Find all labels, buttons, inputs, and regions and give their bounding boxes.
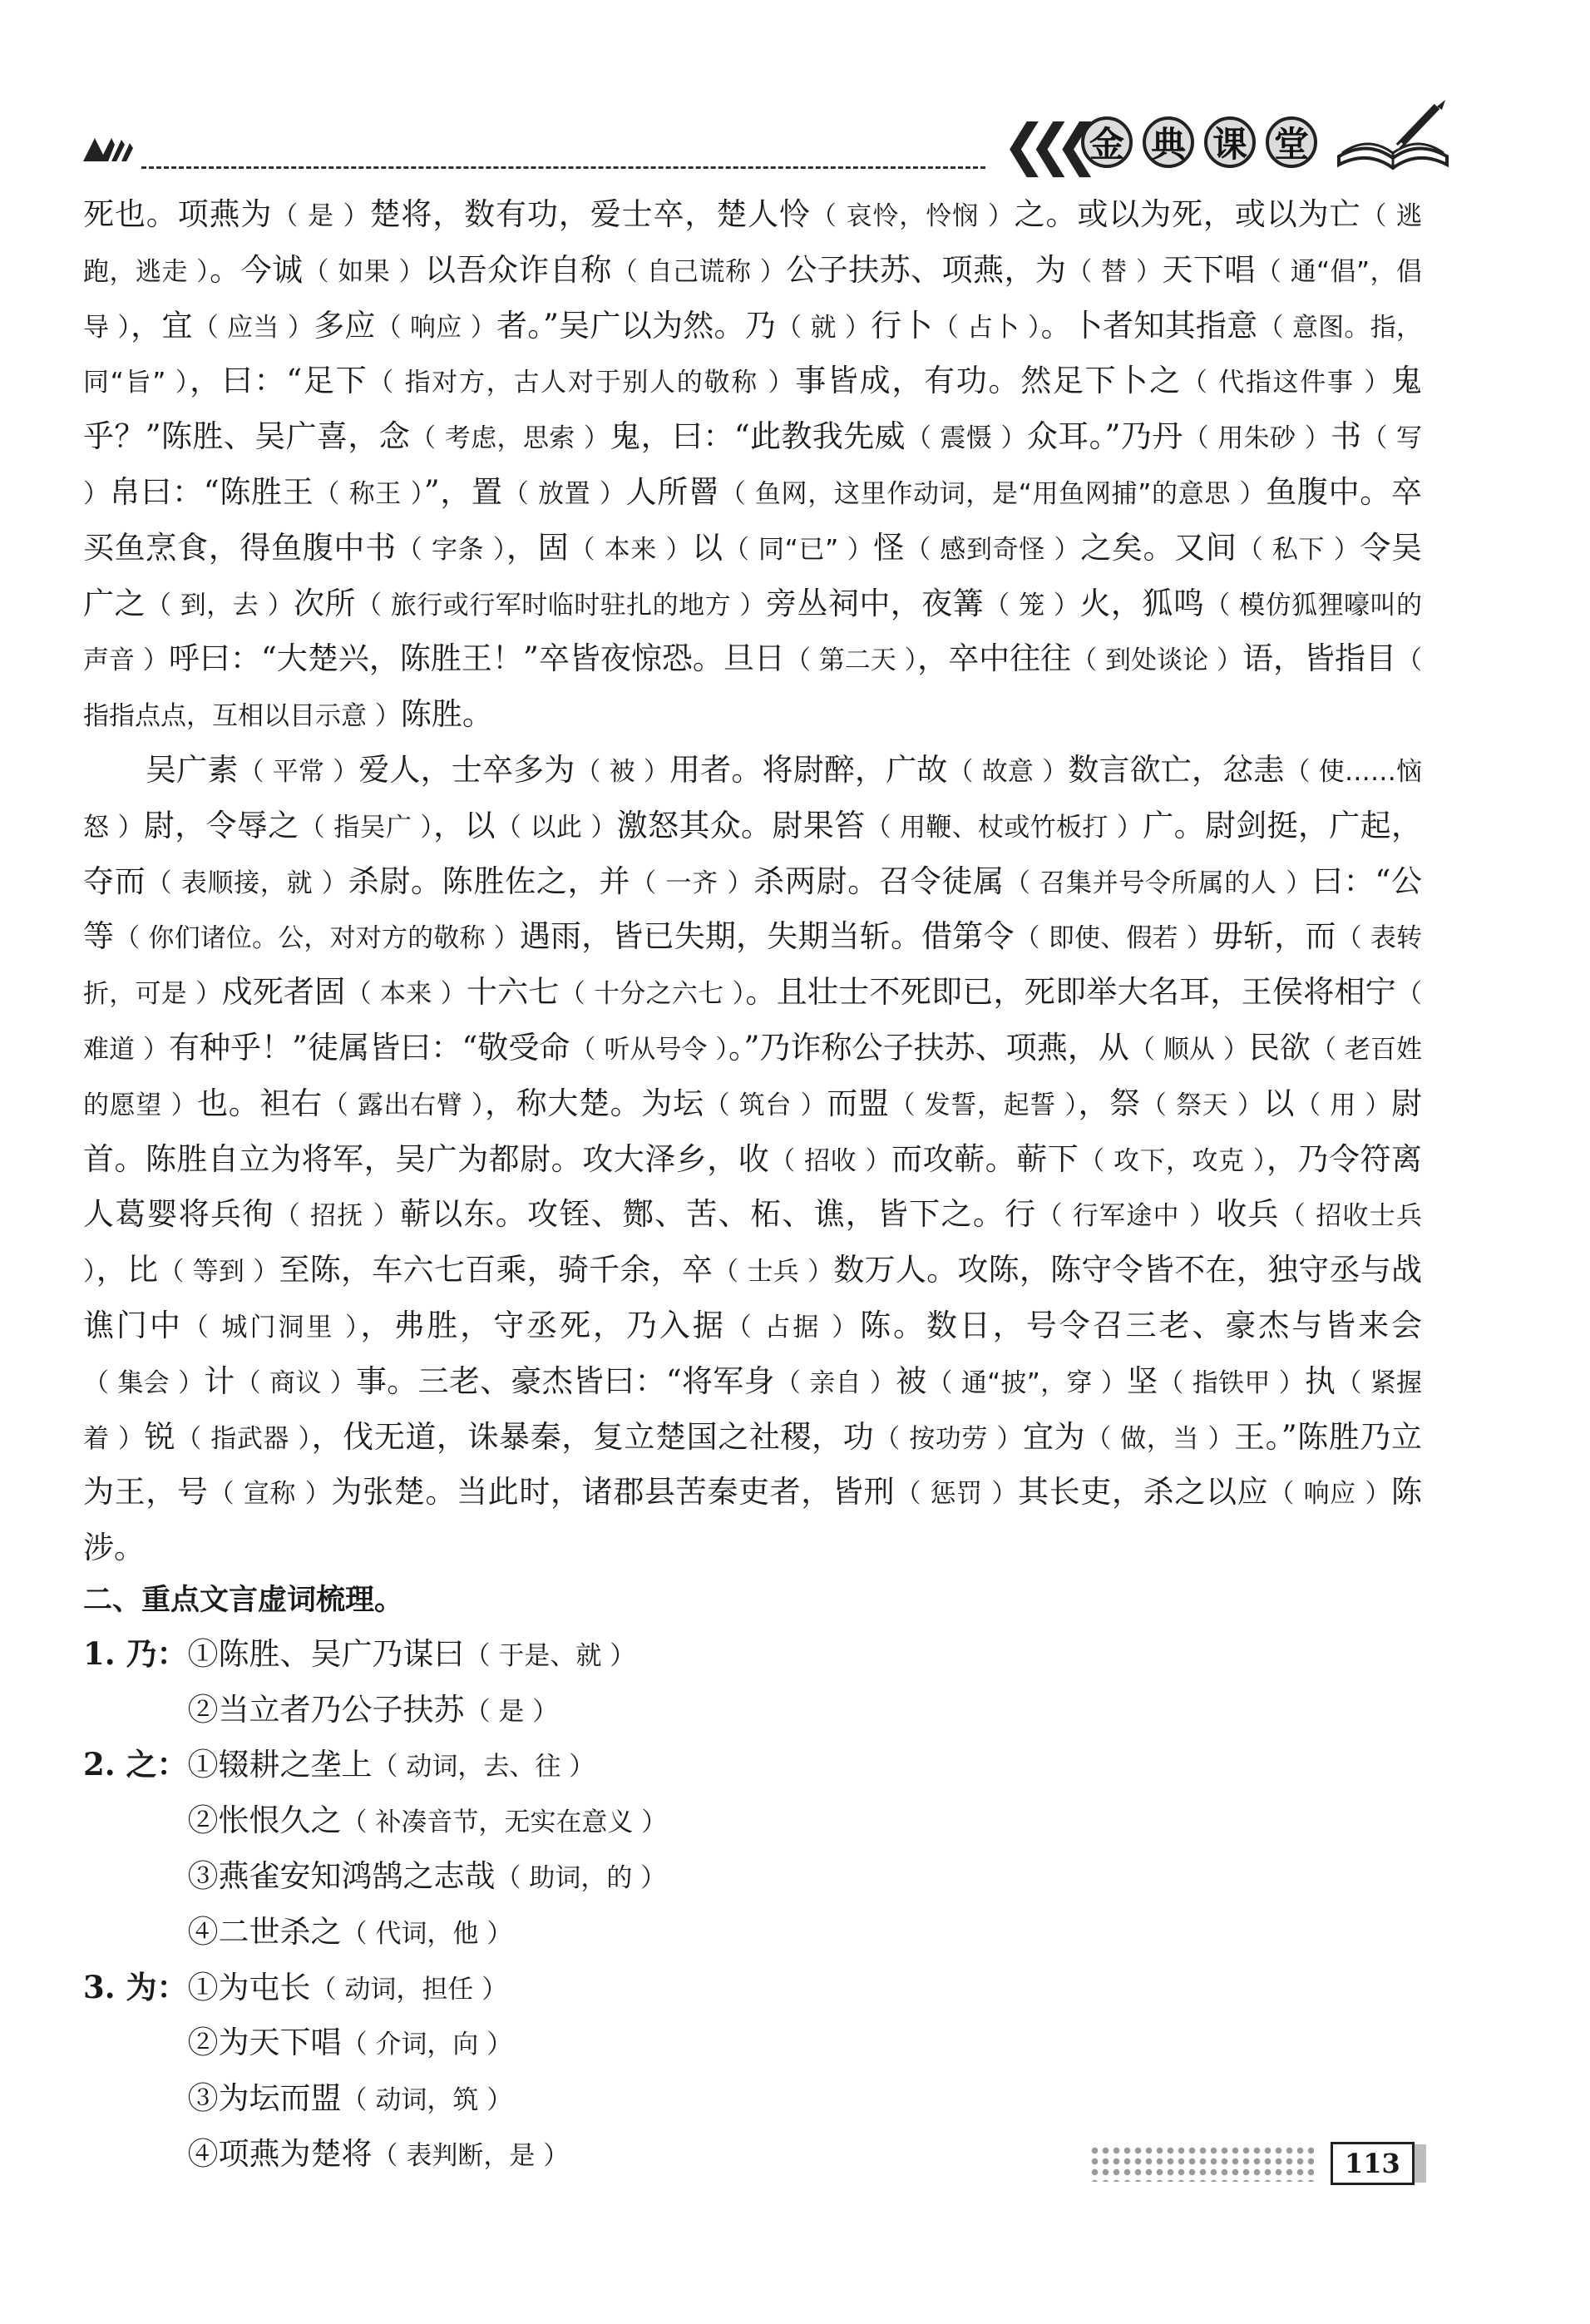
text-run: 众耳。”乃丹 — [1026, 418, 1183, 455]
text-run: ，卒中往往 — [917, 640, 1072, 677]
text-run: 书 — [1331, 418, 1362, 455]
annotation: （ 动词，担任 ） — [310, 1974, 508, 2005]
text-run: 呼曰：“大楚兴，陈胜王！”卒皆夜惊恐。旦日 — [168, 640, 785, 677]
text-run: 执 — [1305, 1362, 1336, 1399]
usage-example — [188, 2128, 570, 2183]
function-word-label: 1. 乃： — [83, 1634, 188, 1672]
open-book-pencil-icon — [1331, 98, 1455, 177]
annotation: （ 介词，向 ） — [341, 2030, 513, 2060]
text-run: 吴广素 — [146, 751, 239, 788]
text-run: 事。三老、豪杰皆曰：“将军身 — [356, 1362, 775, 1399]
annotation: （ 宣称 ） — [208, 1479, 332, 1510]
annotation: （ 感到奇怪 ） — [905, 534, 1081, 565]
text-run: 行卜 — [871, 307, 933, 344]
annotation: （ 自己谎称 ） — [611, 256, 787, 287]
annotation: （ 士兵 ） — [713, 1257, 834, 1288]
annotation: （ 同“已” ） — [723, 534, 874, 565]
annotation: （ 指指点点，互相以目示意 ） — [83, 645, 1422, 732]
annotation: （ 响应 ） — [1268, 1479, 1392, 1510]
brand-title — [1081, 116, 1317, 168]
annotation: （ 第二天 ） — [784, 645, 918, 676]
annotation: （ 是 ） — [272, 201, 370, 231]
text-run: ②当立者乃公子扶苏 — [187, 1691, 465, 1728]
text-run: 火，狐鸣 — [1079, 585, 1205, 621]
text-run: 以吾众诈自称 — [425, 251, 612, 288]
text-run: 。”乃诈称公子扶苏、项燕，从 — [728, 1029, 1129, 1066]
text-run: ，固 — [506, 529, 570, 566]
annotation: （ 哀怜，怜悯 ） — [810, 201, 1015, 231]
annotation: （ 做，当 ） — [1085, 1423, 1235, 1454]
text-run: ④项燕为楚将 — [187, 2135, 373, 2172]
usage-list — [188, 1961, 570, 2183]
text-run: 尉首。陈胜自立为将军，吴广为都尉。攻大泽乡，收 — [83, 1085, 1423, 1177]
brand-char: 课 — [1204, 116, 1256, 168]
text-run: 蕲以东。攻铚、酂、苦、柘、谯，皆下之。行 — [399, 1196, 1037, 1233]
text-run: 多应 — [314, 307, 376, 344]
brand-char: 堂 — [1266, 116, 1317, 168]
text-run: 王。”陈胜乃立为王，号 — [83, 1418, 1422, 1511]
text-run: 计 — [204, 1362, 235, 1399]
text-run: 语，皆指目 — [1242, 640, 1396, 677]
annotation: （ 集会 ） — [83, 1367, 205, 1398]
text-run: 坚 — [1127, 1362, 1158, 1399]
annotation: （ 用 ） — [1295, 1090, 1392, 1120]
annotation: （ 城门洞里 ） — [182, 1312, 361, 1342]
text-run: ，称大楚。为坛 — [485, 1085, 704, 1121]
text-run: ③为坛而盟 — [187, 2080, 342, 2117]
text-run: 帛曰：“陈胜王 — [109, 473, 314, 510]
annotation: （ 筑台 ） — [704, 1090, 827, 1120]
text-run: 以 — [692, 529, 723, 566]
annotation: （ 放置 ） — [502, 478, 626, 509]
annotation: （ 应当 ） — [192, 312, 314, 343]
annotation: （ 是 ） — [464, 1696, 559, 1727]
text-run: 公子扶苏、项燕，为 — [786, 251, 1067, 288]
usage-example — [188, 1850, 668, 1906]
text-run: 数言欲亡，忿恚 — [1068, 751, 1285, 788]
annotation: （ 通“倡”，倡导 ） — [83, 256, 1423, 343]
classical-text — [83, 188, 1422, 1575]
text-run: 人所罾 — [625, 473, 720, 510]
annotation: （ 字条 ） — [396, 534, 507, 565]
annotation: （ 私下 ） — [1237, 534, 1360, 565]
annotation: （ 通“披”，穿 ） — [926, 1367, 1128, 1398]
annotation: （ 亲自 ） — [774, 1367, 896, 1398]
annotation: （ 响应 ） — [375, 312, 496, 343]
text-run: 次所 — [294, 585, 357, 621]
usage-example — [188, 2072, 570, 2128]
header-dashed-rule — [141, 166, 985, 169]
text-run: 事皆成，有功。然足下卜之 — [795, 363, 1182, 399]
usage-example — [188, 1684, 636, 1739]
text-run: ”，置 — [423, 473, 503, 510]
annotation: （ 称王 ） — [314, 478, 424, 509]
annotation: （ 笼 ） — [984, 590, 1080, 621]
triangle-stripes-icon — [83, 133, 141, 166]
annotation: （ 就 ） — [776, 312, 872, 343]
annotation: （ 指对方，古人对于别人的敬称 ） — [368, 368, 796, 398]
paragraph — [83, 744, 1422, 1575]
function-word-item — [83, 1628, 1422, 1739]
text-run: 数万人。攻陈，陈守令皆不在，独守丞与战谯门中 — [83, 1252, 1422, 1343]
annotation: （ 动词，去、往 ） — [372, 1752, 595, 1783]
annotation: （ 本来 ） — [345, 979, 467, 1010]
annotation: （ 助词，的 ） — [495, 1862, 667, 1893]
text-run: ①为屯长 — [187, 1969, 311, 2005]
annotation: （ 招抚 ） — [274, 1201, 400, 1232]
annotation: （ 平常 ） — [238, 756, 359, 787]
text-run: ，宜 — [131, 307, 193, 344]
text-run: 旁丛祠中，夜篝 — [765, 585, 985, 621]
annotation: （ 指吴广 ） — [299, 812, 434, 843]
annotation: （ 模仿狐狸嚎叫的声音 ） — [83, 590, 1423, 676]
annotation: （ 使……恼怒 ） — [83, 756, 1423, 843]
text-run: 爱人，士卒多为 — [358, 751, 575, 788]
text-run: ，曰：“足下 — [190, 363, 368, 399]
annotation: （ 补凑音节，无实在意义 ） — [341, 1807, 668, 1838]
annotation: （ 表判断，是 ） — [372, 2140, 570, 2171]
annotation: （ 即使、假若 ） — [1014, 923, 1212, 954]
usage-example — [188, 1738, 668, 1794]
annotation: （ 发誓，起誓 ） — [889, 1090, 1079, 1120]
function-word-label: 2. 之： — [83, 1746, 188, 1783]
annotation: （ 被 ） — [575, 756, 670, 787]
text-run: 陈胜。 — [400, 696, 493, 733]
annotation: （ 你们诸位。公，对对方的敬称 ） — [114, 923, 520, 954]
text-run: 用者。将尉醉，广故 — [669, 751, 948, 788]
page-number-tab — [1415, 2144, 1426, 2183]
text-run: ②为天下唱 — [187, 2025, 342, 2061]
function-word-list — [83, 1628, 1422, 2183]
annotation: （ 故意 ） — [947, 756, 1069, 787]
brand-char: 金 — [1081, 116, 1133, 168]
text-run: 曰：“公等 — [83, 863, 1422, 955]
usage-example — [188, 1961, 570, 2017]
annotation: （ 惩罚 ） — [895, 1479, 1019, 1510]
text-run: 杀尉。陈胜佐之，并 — [348, 863, 631, 899]
page-number: 113 — [1331, 2142, 1415, 2185]
annotation: （ 如果 ） — [303, 256, 426, 287]
annotation: （ 一齐 ） — [630, 868, 754, 898]
annotation: （ 招收 ） — [769, 1145, 892, 1176]
function-word-item — [83, 1738, 1422, 1961]
section-title: 二、重点文言虚词梳理。 — [83, 1583, 404, 1617]
text-run: 之矣。又间 — [1080, 529, 1237, 566]
annotation: （ 招收士兵 ） — [83, 1201, 1423, 1288]
annotation: （ 表转折，可是 ） — [83, 923, 1423, 1010]
function-word-label: 3. 为： — [83, 1968, 188, 2005]
annotation: （ 用鞭、杖或竹板打 ） — [865, 812, 1143, 843]
usage-example — [188, 1906, 668, 1961]
text-run: 陈涉。 — [83, 1474, 1423, 1566]
text-run: 锐 — [144, 1418, 176, 1455]
annotation: （ 占卜 ） — [932, 312, 1041, 343]
text-run: ，乃令符离人葛婴将兵徇 — [83, 1140, 1423, 1233]
annotation: （ 鱼网，这里作动词，是“用鱼网捕”的意思 ） — [719, 478, 1267, 509]
text-run: 其长吏，杀之以应 — [1018, 1474, 1269, 1511]
text-run: 毋斩，而 — [1212, 918, 1336, 955]
text-run: 之。或以为死，或以为亡 — [1014, 196, 1361, 232]
text-run: 尉，令辱之 — [143, 807, 299, 843]
text-run: 怪 — [873, 529, 906, 566]
text-run: 激怒其众。尉果笞 — [616, 807, 866, 843]
annotation: （ 以此 ） — [495, 812, 617, 843]
annotation: （ 祭天 ） — [1140, 1090, 1264, 1120]
annotation: （ 难道 ） — [83, 979, 1423, 1065]
text-run: 令吴广之 — [83, 529, 1423, 621]
annotation: （ 写 ） — [83, 423, 1423, 509]
page-footer — [1089, 2142, 1426, 2185]
annotation: （ 意图。指，同“旨” ） — [83, 312, 1422, 398]
annotation: （ 商议 ） — [235, 1367, 357, 1398]
annotation: （ 占据 ） — [725, 1312, 861, 1342]
text-run: ①陈胜、吴广乃谋曰 — [187, 1635, 465, 1672]
text-run: 至陈，车六七百乘，骑千余，卒 — [279, 1252, 714, 1288]
annotation: （ 按功劳 ） — [874, 1423, 1024, 1454]
annotation: （ 听从号令 ） — [570, 1034, 728, 1065]
text-run: 为张楚。当此时，诸郡县苦秦吏者，皆刑 — [331, 1474, 896, 1511]
usage-example — [188, 1794, 668, 1850]
text-run: ，比 — [96, 1252, 159, 1288]
text-run: 鱼腹中。卒买鱼烹食，得鱼腹中书 — [83, 473, 1422, 566]
text-run: 广。尉剑挺，广起，夺而 — [83, 807, 1422, 899]
text-run: ①辍耕之垄上 — [187, 1747, 373, 1783]
chevron-left-icon: ❮❮❮ — [1002, 113, 1081, 178]
annotation: （ 于是、就 ） — [464, 1640, 636, 1671]
annotation: （ 代词，他 ） — [341, 1918, 513, 1949]
text-run: 天下唱 — [1162, 251, 1256, 288]
text-run: 。今诚 — [210, 251, 304, 288]
text-run: 而盟 — [827, 1085, 890, 1121]
annotation: （ 震慑 ） — [905, 423, 1027, 454]
annotation: （ 逃跑，逃走 ） — [83, 201, 1423, 287]
brand-char: 典 — [1143, 116, 1194, 168]
text-run: 也。袒右 — [197, 1085, 323, 1121]
text-run: 杀两尉。召令徒属 — [753, 863, 1005, 899]
main-content — [83, 188, 1422, 2183]
annotation: （ 考虑，思索 ） — [410, 423, 610, 454]
annotation: （ 指铁甲 ） — [1158, 1367, 1306, 1398]
text-run: 遇雨，皆已失期，失期当斩。借第令 — [519, 918, 1015, 955]
dot-pattern-decoration — [1089, 2145, 1314, 2182]
text-run: ②怅恨久之 — [187, 1802, 342, 1839]
text-run: ，以 — [433, 807, 496, 843]
text-run: 楚将，数有功，爱士卒，楚人怜 — [369, 196, 811, 232]
text-run: 宜为 — [1023, 1418, 1086, 1455]
text-run: ，伐无道，诛暴秦，复立楚国之社稷，功 — [311, 1418, 875, 1455]
text-run: 。卜者知其指意 — [1040, 307, 1258, 344]
annotation: （ 行军途中 ） — [1036, 1201, 1217, 1232]
annotation: （ 旅行或行军时临时驻扎的地方 ） — [356, 590, 766, 621]
usage-example — [188, 2016, 570, 2072]
annotation: （ 到，去 ） — [145, 590, 294, 621]
annotation: （ 等到 ） — [158, 1257, 279, 1288]
annotation: （ 召集并号令所属的人 ） — [1004, 868, 1312, 898]
annotation: （ 紧握着 ） — [83, 1367, 1422, 1454]
annotation: （ 顺从 ） — [1128, 1034, 1249, 1065]
annotation: （ 指武器 ） — [175, 1423, 312, 1454]
annotation: （ 代指这件事 ） — [1181, 368, 1391, 398]
paragraph — [83, 188, 1422, 744]
usage-list — [188, 1628, 636, 1739]
text-run: 鬼，曰：“此教我先威 — [610, 418, 906, 455]
text-run: 以 — [1263, 1085, 1296, 1121]
text-run: ，祭 — [1078, 1085, 1141, 1121]
text-run: ③燕雀安知鸿鹄之志哉 — [187, 1857, 496, 1894]
annotation: （ 露出右臂 ） — [322, 1090, 486, 1120]
usage-list — [188, 1738, 668, 1961]
annotation: （ 本来 ） — [569, 534, 693, 565]
annotation: （ 到处谈论 ） — [1071, 645, 1242, 676]
annotation: （ 表顺接，就 ） — [146, 868, 348, 898]
text-run: 被 — [896, 1362, 927, 1399]
annotation: （ 用朱砂 ） — [1183, 423, 1331, 454]
annotation: （ 动词，筑 ） — [341, 2085, 513, 2116]
text-run: ，弗胜，守丞死，乃入据 — [360, 1307, 726, 1343]
text-run: 死也。项燕为 — [83, 196, 273, 232]
annotation: （ 老百姓的愿望 ） — [83, 1034, 1422, 1120]
text-run: 有种乎！”徒属皆曰：“敬受命 — [169, 1029, 570, 1066]
text-run: 。且壮士不死即已，死即举大名耳，王侯将相宁 — [745, 974, 1397, 1011]
annotation: （ 替 ） — [1066, 256, 1163, 287]
text-run: 鬼乎？”陈胜、吴广喜，念 — [83, 363, 1422, 455]
text-run: 而攻蕲。蕲下 — [891, 1140, 1079, 1177]
annotation: （ 攻下，攻克 ） — [1079, 1145, 1267, 1176]
text-run: ④二世杀之 — [187, 1913, 342, 1950]
text-run: 陈。数日，号令召三老、豪杰与皆来会 — [860, 1307, 1423, 1343]
text-run: 者。”吴广以为然。乃 — [496, 307, 777, 344]
usage-example — [188, 1628, 636, 1684]
text-run: 戍死者固 — [221, 974, 346, 1011]
text-run: 民欲 — [1248, 1029, 1311, 1066]
text-run: 十六七 — [466, 974, 560, 1011]
text-run: 收兵 — [1216, 1196, 1280, 1233]
annotation: （ 十分之六七 ） — [559, 979, 746, 1010]
